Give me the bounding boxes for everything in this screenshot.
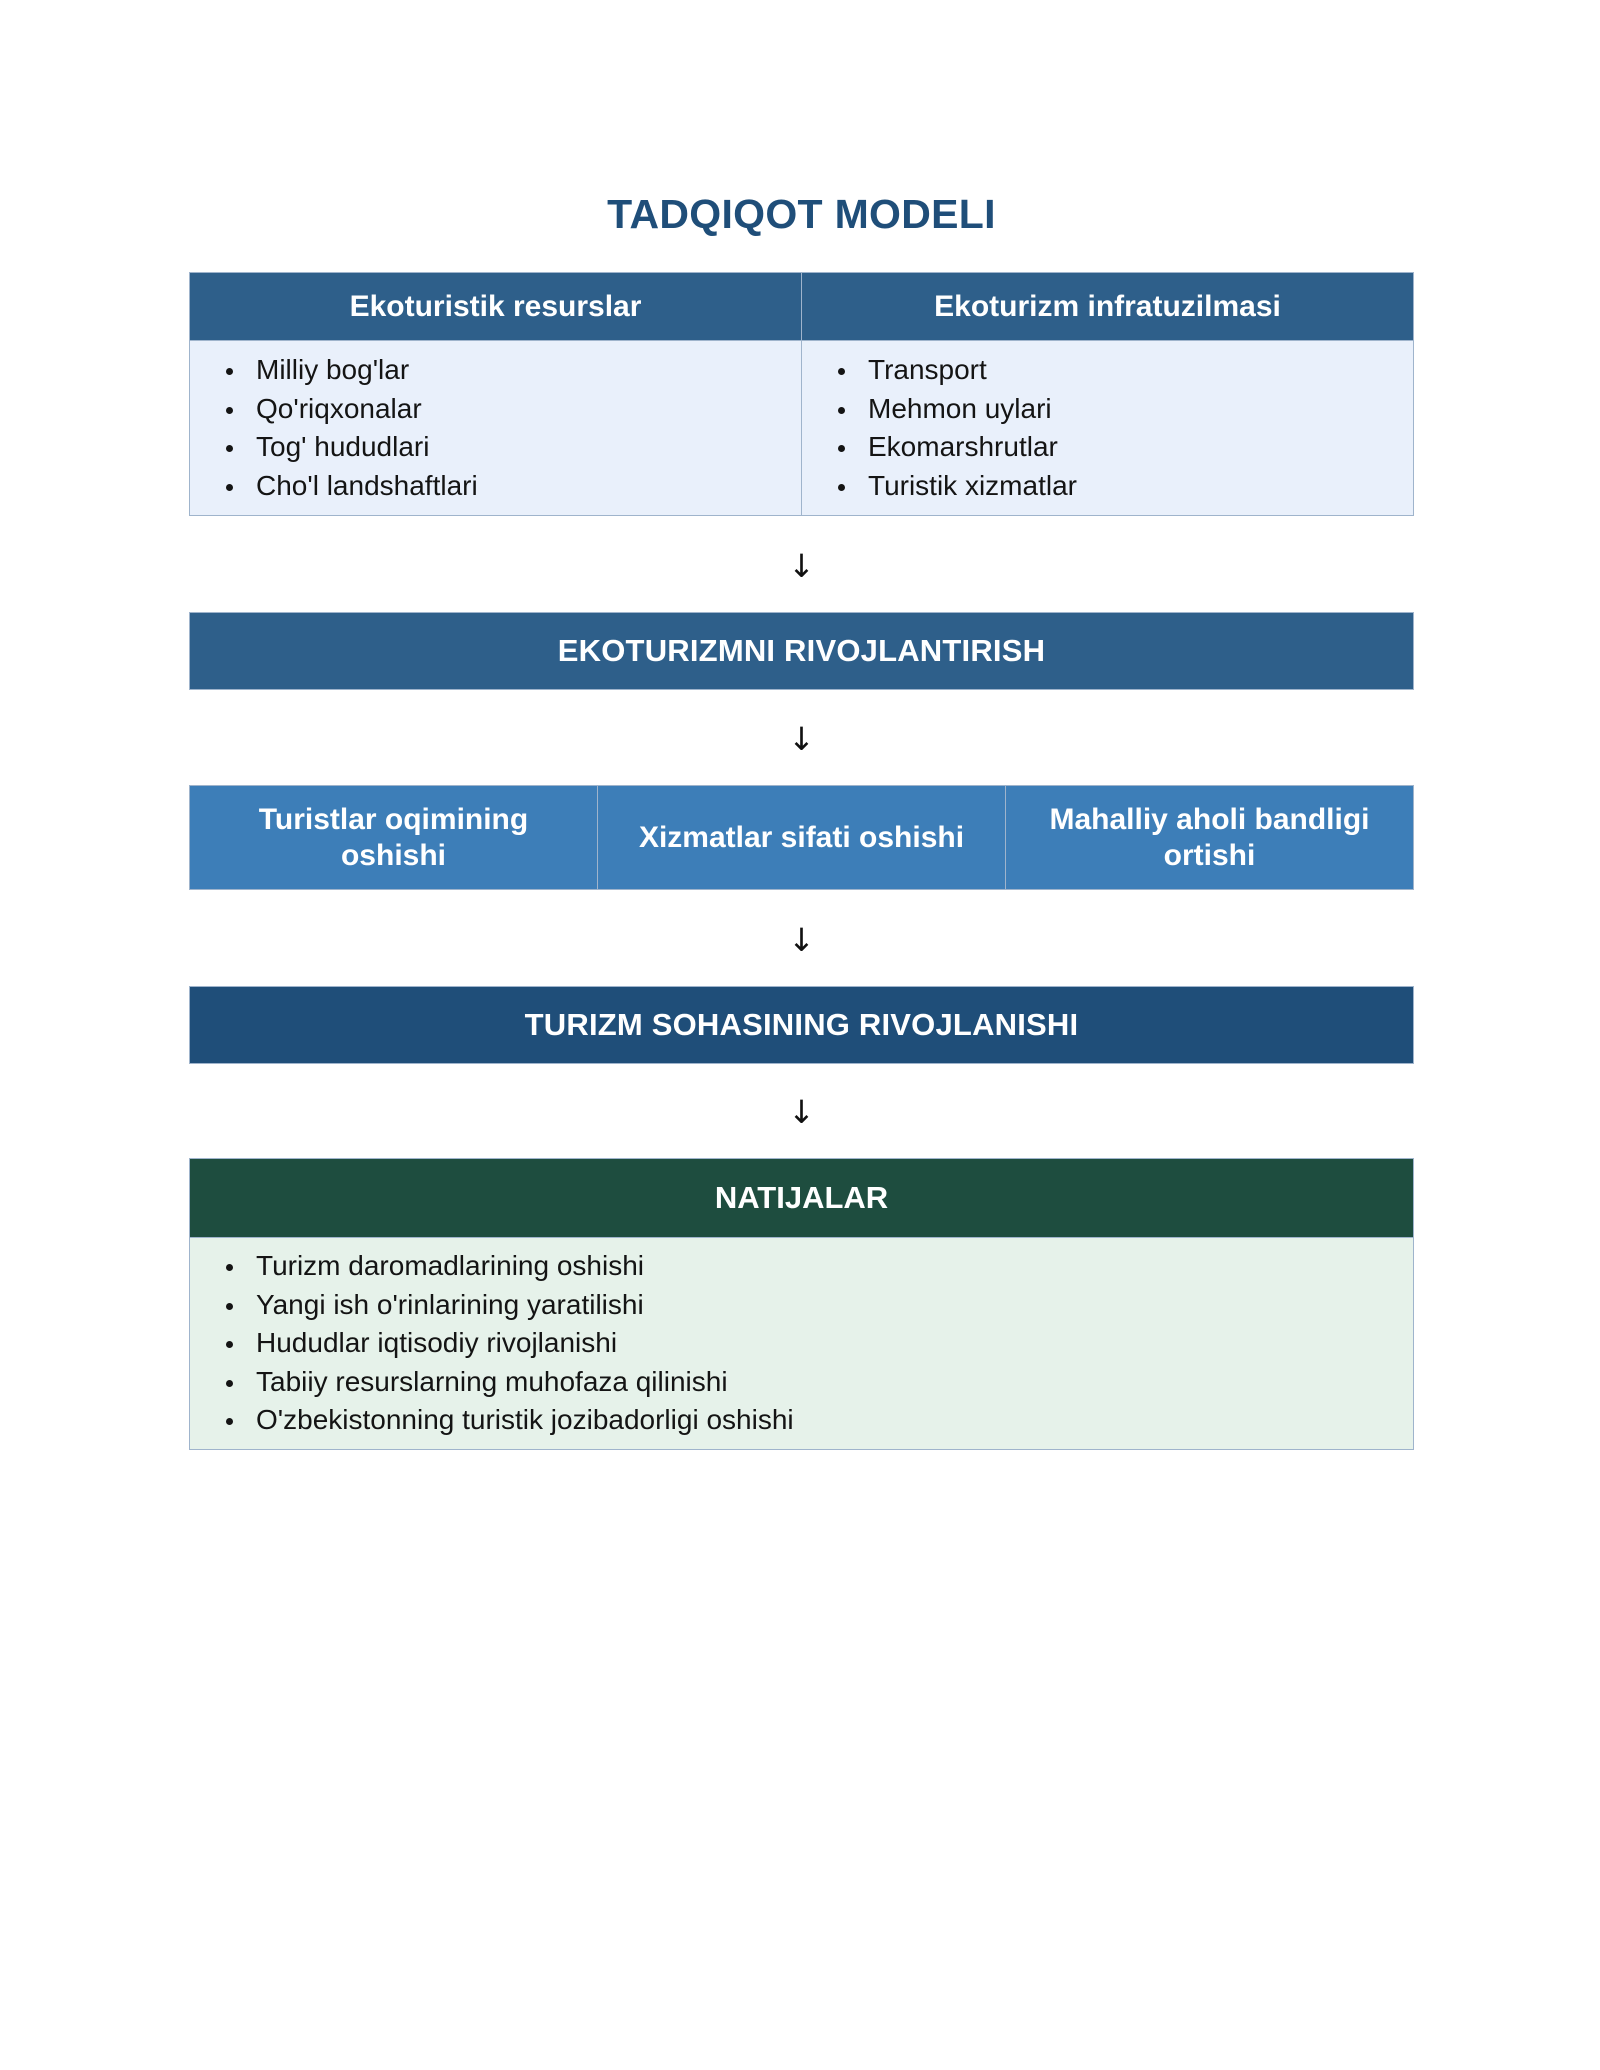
results-list [190,1247,1413,1440]
list-item: Yangi ish o'rinlarining yaratilishi [222,1286,1413,1325]
list-item: Turistik xizmatlar [834,467,1413,506]
list-item: Mehmon uylari [834,390,1413,429]
list-item: Transport [834,351,1413,390]
effects-row [189,785,1414,890]
down-arrow-icon: ↓ [788,1093,815,1131]
results-box [189,1158,1414,1450]
list-item: Milliy bog'lar [222,351,801,390]
results-body [190,1238,1413,1449]
effect-local-employment: Mahalliy aholi bandligi ortishi [1005,786,1413,889]
infrastructure-list [802,351,1413,505]
down-arrow-icon: ↓ [788,547,815,585]
effect-service-quality: Xizmatlar sifati oshishi [597,786,1005,889]
resources-list [190,351,801,505]
infrastructure-header: Ekoturizm infratuzilmasi [802,273,1413,341]
resources-header: Ekoturistik resurslar [190,273,801,341]
results-header: NATIJALAR [190,1159,1413,1238]
down-arrow-icon: ↓ [788,720,815,758]
list-item: Hududlar iqtisodiy rivojlanishi [222,1324,1413,1363]
resources-column [190,273,801,515]
resources-body [190,341,801,515]
resources-infrastructure-table [189,272,1414,516]
diagram-title: TADQIQOT MODELI [607,191,996,237]
list-item: Turizm daromadlarining oshishi [222,1247,1413,1286]
list-item: Cho'l landshaftlari [222,467,801,506]
infrastructure-column [801,273,1413,515]
development-stage-banner: EKOTURIZMNI RIVOJLANTIRISH [189,612,1414,690]
list-item: Tabiiy resurslarning muhofaza qilinishi [222,1363,1413,1402]
down-arrow-icon: ↓ [788,921,815,959]
effect-tourist-flow: Turistlar oqimining oshishi [190,786,597,889]
list-item: O'zbekistonning turistik jozibadorligi oshishi [222,1401,1413,1440]
infrastructure-body [802,341,1413,515]
list-item: Ekomarshrutlar [834,428,1413,467]
growth-stage-banner: TURIZM SOHASINING RIVOJLANISHI [189,986,1414,1064]
list-item: Qo'riqxonalar [222,390,801,429]
list-item: Tog' hududlari [222,428,801,467]
